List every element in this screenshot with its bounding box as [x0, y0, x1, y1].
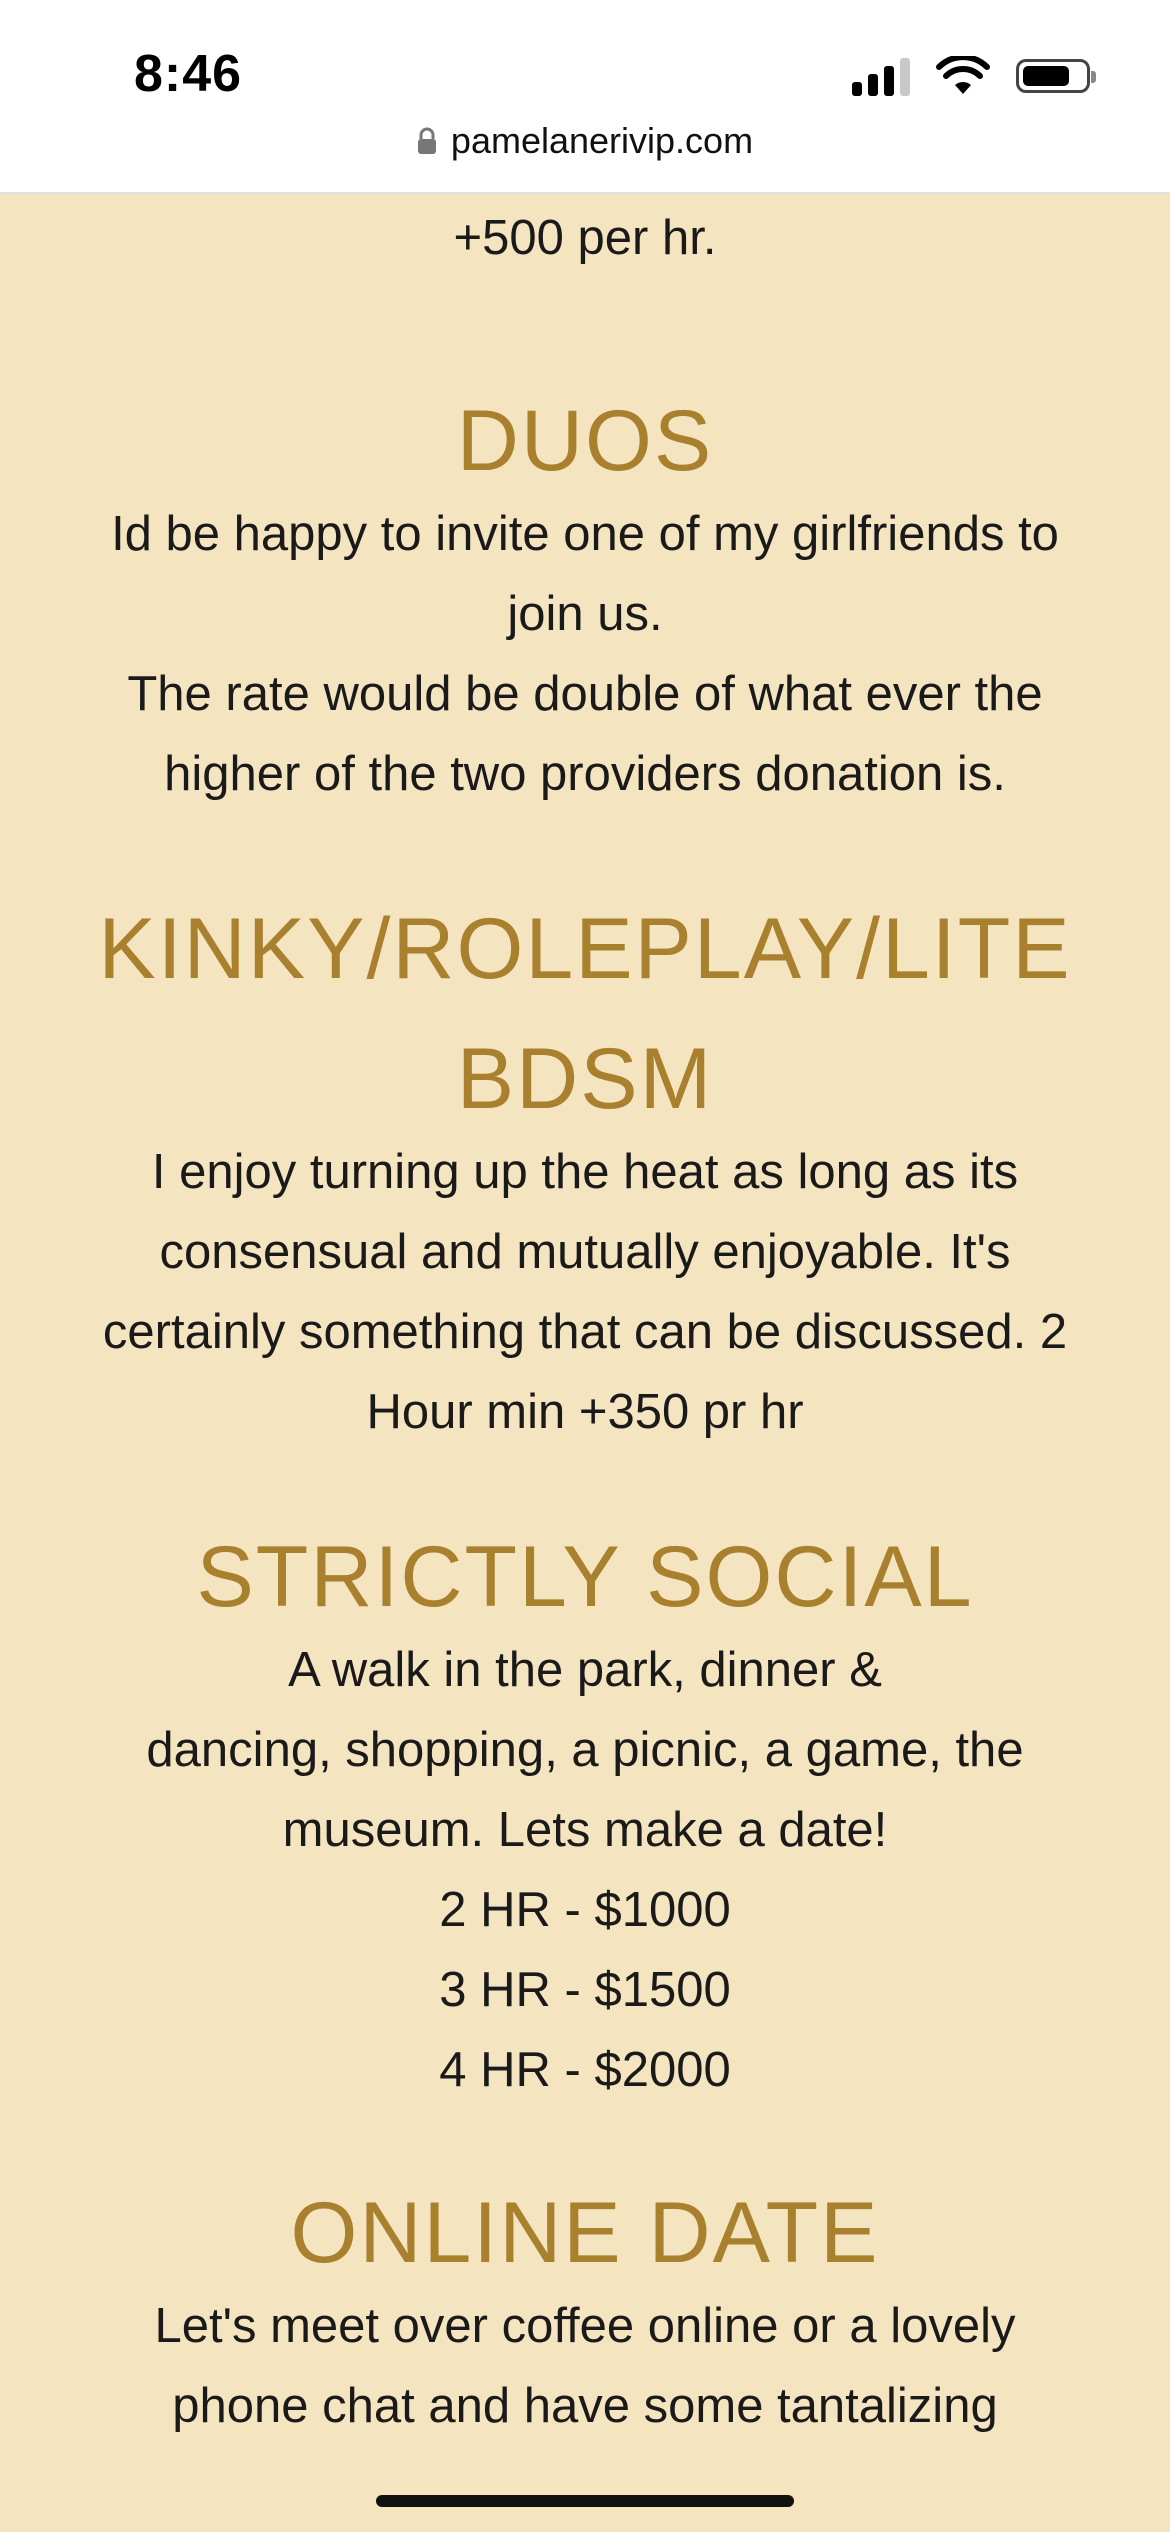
kinky-line: consensual and mutually enjoyable. It's — [159, 1225, 1011, 1279]
battery-icon — [1016, 59, 1090, 93]
kinky-line: Hour min +350 pr hr — [366, 1385, 804, 1439]
price-4hr: 4 HR - $2000 — [439, 2043, 731, 2097]
social-line: A walk in the park, dinner & — [288, 1643, 882, 1697]
address-bar[interactable] — [0, 120, 1170, 162]
price-2hr: 2 HR - $1000 — [439, 1883, 731, 1937]
rate-line: +500 per hr. — [453, 211, 717, 265]
status-icons — [852, 56, 1090, 96]
online-heading: ONLINE DATE — [290, 2185, 880, 2281]
page-content — [0, 194, 1170, 2446]
kinky-heading-line1: KINKY/ROLEPLAY/LITE — [98, 901, 1072, 997]
duos-line: join us. — [507, 587, 663, 641]
social-line: dancing, shopping, a picnic, a game, the — [146, 1723, 1024, 1777]
home-indicator[interactable] — [376, 2495, 794, 2507]
lock-icon — [417, 127, 437, 155]
social-line: museum. Lets make a date! — [282, 1803, 888, 1857]
url-text: pamelanerivip.com — [450, 120, 754, 161]
duos-line: Id be happy to invite one of my girlfriends to — [111, 507, 1059, 561]
duos-line: higher of the two providers donation is. — [164, 747, 1006, 801]
wifi-icon — [936, 56, 990, 96]
status-time: 8:46 — [134, 45, 243, 103]
duos-line: The rate would be double of what ever the — [127, 667, 1043, 721]
kinky-heading-line2: BDSM — [456, 1031, 714, 1127]
price-3hr: 3 HR - $1500 — [439, 1963, 731, 2017]
online-line: Let's meet over coffee online or a lovely — [154, 2299, 1016, 2353]
duos-heading: DUOS — [456, 393, 714, 489]
status-bar — [0, 0, 1170, 194]
online-line: phone chat and have some tantalizing — [172, 2379, 998, 2433]
kinky-line: certainly something that can be discussed. 2 — [102, 1305, 1068, 1359]
social-heading: STRICTLY SOCIAL — [196, 1529, 974, 1625]
cellular-signal-icon — [852, 56, 910, 96]
kinky-line: I enjoy turning up the heat as long as its — [151, 1145, 1019, 1199]
